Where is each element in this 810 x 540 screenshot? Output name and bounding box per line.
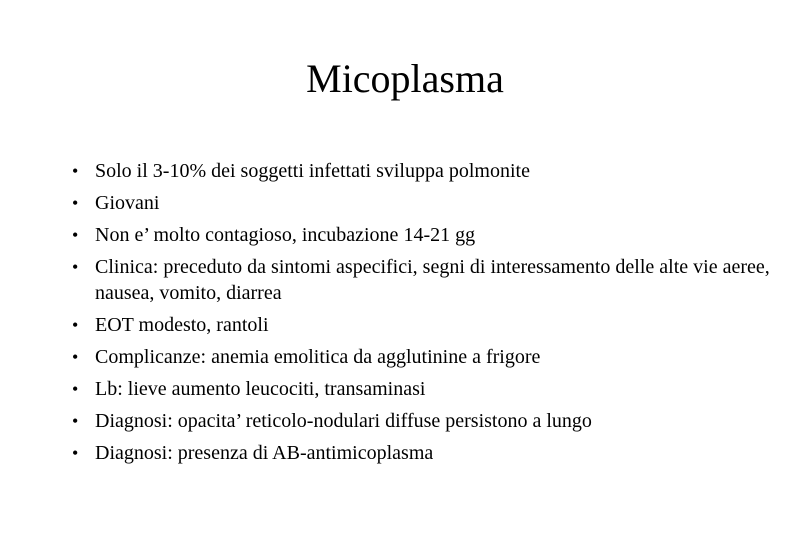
list-item bbox=[72, 408, 772, 434]
list-item bbox=[72, 344, 772, 370]
slide-title: Micoplasma bbox=[306, 56, 504, 101]
bullet-icon: • bbox=[72, 193, 79, 213]
list-item bbox=[72, 158, 772, 184]
bullet-text: EOT modesto, rantoli bbox=[95, 314, 269, 336]
bullet-icon: • bbox=[72, 161, 79, 181]
list-item bbox=[72, 440, 772, 466]
bullet-icon: • bbox=[72, 379, 79, 399]
bullet-text: Solo il 3-10% dei soggetti infettati sviluppa polmonite bbox=[95, 160, 530, 182]
bullet-text: Giovani bbox=[95, 192, 160, 214]
bullet-text: Diagnosi: presenza di AB-antimicoplasma bbox=[95, 442, 434, 464]
bullet-icon: • bbox=[72, 315, 79, 335]
bullet-list bbox=[72, 158, 772, 472]
bullet-icon: • bbox=[72, 225, 79, 245]
bullet-text: Complicanze: anemia emolitica da agglutinine a frigore bbox=[95, 346, 541, 368]
bullet-icon: • bbox=[72, 443, 79, 463]
bullet-text: Non e’ molto contagioso, incubazione 14-21 gg bbox=[95, 224, 476, 246]
bullet-text: Diagnosi: opacita’ reticolo-nodulari diffuse persistono a lungo bbox=[95, 410, 592, 432]
bullet-icon: • bbox=[72, 347, 79, 367]
bullet-icon: • bbox=[72, 411, 79, 431]
bullet-icon: • bbox=[72, 257, 79, 277]
list-item bbox=[72, 222, 772, 248]
bullet-text: Clinica: preceduto da sintomi aspecifici, segni di interessamento delle alte vie aeree, nausea, vomito, diarrea bbox=[95, 256, 770, 304]
bullet-text: Lb: lieve aumento leucociti, transaminasi bbox=[95, 378, 426, 400]
list-item bbox=[72, 254, 772, 306]
list-item bbox=[72, 376, 772, 402]
list-item bbox=[72, 312, 772, 338]
list-item bbox=[72, 190, 772, 216]
